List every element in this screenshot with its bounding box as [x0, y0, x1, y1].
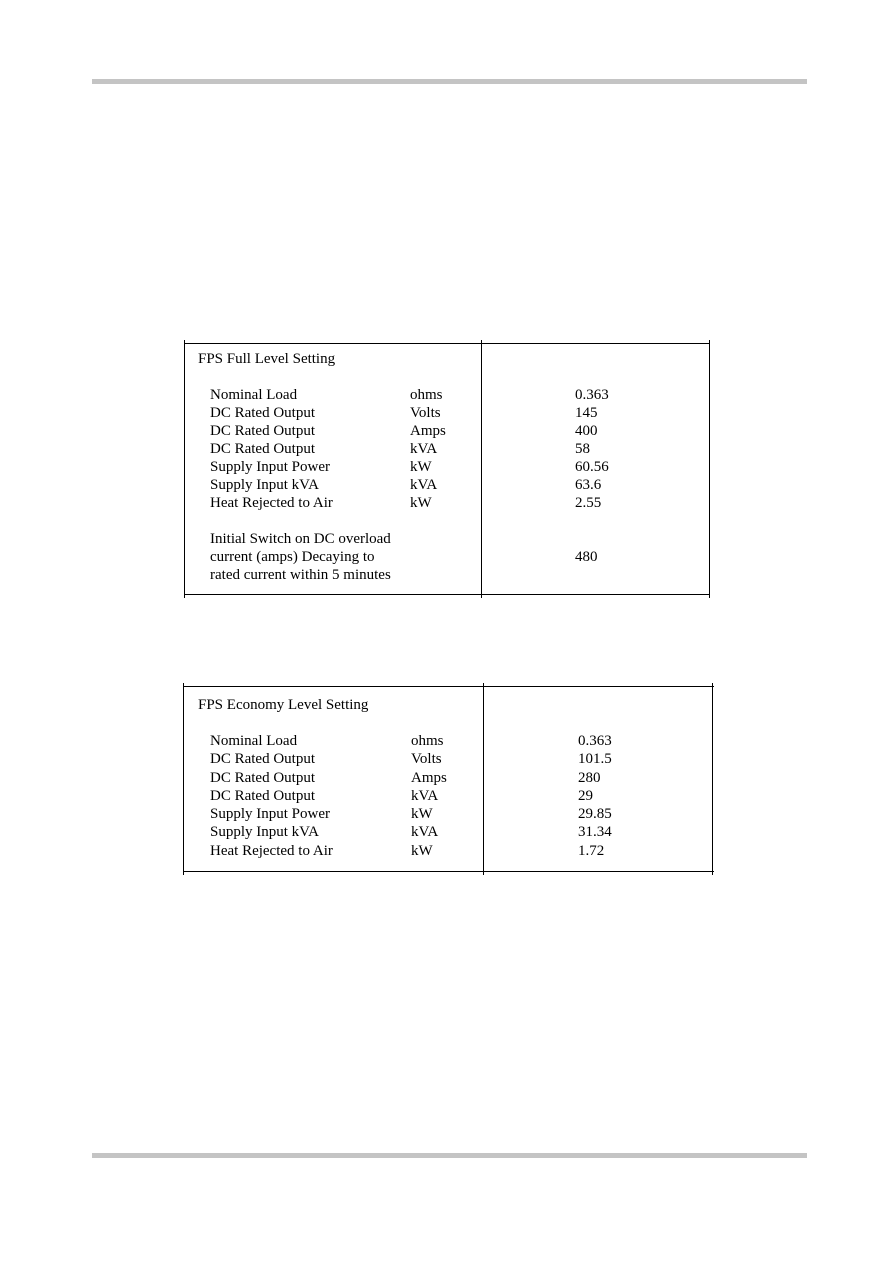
table-bottom-border: [184, 594, 710, 595]
table-column-divider: [483, 683, 484, 875]
note-line: current (amps) Decaying to: [210, 549, 375, 565]
row-label: Nominal Load: [210, 387, 298, 403]
row-value: 280: [578, 770, 601, 786]
row-label: DC Rated Output: [210, 788, 315, 804]
table-top-border: [184, 343, 710, 344]
row-value: 0.363: [578, 733, 612, 749]
row-unit: ohms: [410, 387, 443, 403]
table-right-border: [709, 340, 710, 598]
row-label: Supply Input kVA: [210, 824, 319, 840]
row-unit: Amps: [410, 423, 446, 439]
row-value: 101.5: [578, 751, 612, 767]
row-unit: kVA: [411, 824, 439, 840]
row-value: 29: [578, 788, 593, 804]
row-value: 60.56: [575, 459, 609, 475]
row-unit: kW: [410, 495, 432, 511]
note-line: Initial Switch on DC overload: [210, 531, 391, 547]
row-unit: kVA: [410, 441, 438, 457]
row-value: 31.34: [578, 824, 612, 840]
row-unit: kVA: [411, 788, 439, 804]
economy-level-table: [183, 683, 714, 875]
table-top-border: [183, 686, 714, 687]
row-unit: kW: [410, 459, 432, 475]
row-label: DC Rated Output: [210, 751, 315, 767]
row-label: DC Rated Output: [210, 441, 315, 457]
full-level-table: [184, 340, 710, 598]
row-label: DC Rated Output: [210, 770, 315, 786]
row-unit: kW: [411, 843, 433, 859]
row-value: 29.85: [578, 806, 612, 822]
table-bottom-border: [183, 871, 714, 872]
row-value: 58: [575, 441, 590, 457]
row-label: DC Rated Output: [210, 405, 315, 421]
table-left-border: [183, 683, 184, 875]
row-value: 0.363: [575, 387, 609, 403]
row-label: Supply Input kVA: [210, 477, 319, 493]
table-left-border: [184, 340, 185, 598]
table-right-border: [712, 683, 713, 875]
table-column-divider: [481, 340, 482, 598]
row-label: Heat Rejected to Air: [210, 843, 333, 859]
row-label: Nominal Load: [210, 733, 298, 749]
row-value: 2.55: [575, 495, 602, 511]
header-rule: [92, 79, 807, 84]
row-label: Supply Input Power: [210, 806, 330, 822]
row-value: 145: [575, 405, 598, 421]
row-unit: Volts: [411, 751, 442, 767]
row-label: Heat Rejected to Air: [210, 495, 333, 511]
row-value: 63.6: [575, 477, 602, 493]
row-value: 400: [575, 423, 598, 439]
table-title: FPS Full Level Setting: [198, 351, 336, 367]
footer-rule: [92, 1153, 807, 1158]
row-label: DC Rated Output: [210, 423, 315, 439]
row-unit: ohms: [411, 733, 444, 749]
note-line: rated current within 5 minutes: [210, 567, 391, 583]
note-value: 480: [575, 549, 598, 565]
row-unit: kW: [411, 806, 433, 822]
table-title: FPS Economy Level Setting: [198, 697, 369, 713]
row-label: Supply Input Power: [210, 459, 330, 475]
row-unit: Volts: [410, 405, 441, 421]
row-value: 1.72: [578, 843, 605, 859]
row-unit: Amps: [411, 770, 447, 786]
row-unit: kVA: [410, 477, 438, 493]
